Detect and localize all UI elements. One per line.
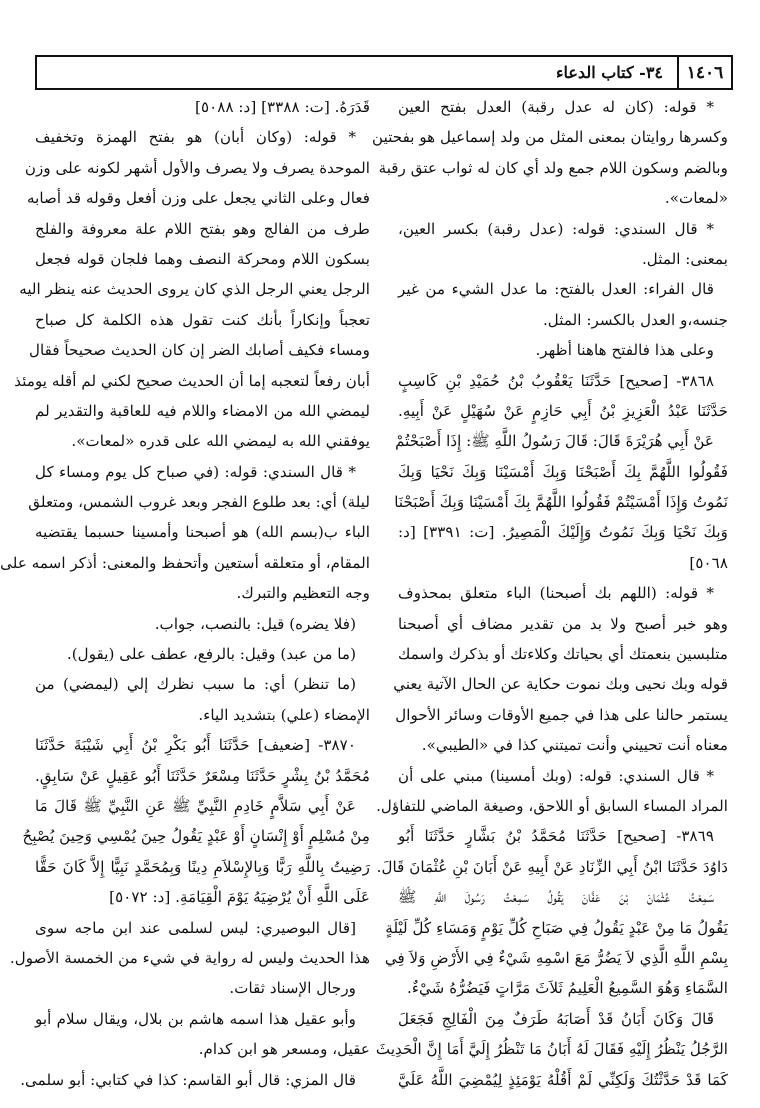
text-line: المقام، أو متعلقه أستعين وأتحفظ والمعنى: أذكر اسمه على xyxy=(0,553,370,572)
text-line: أبان رفعاً لتعجبه إما أن الحديث صحيح لكني لم أقله يومئذ xyxy=(14,371,370,390)
text-line: وهو خبر أصبح ولا بد من تقدير مضاف أي أصبحنا xyxy=(398,614,728,633)
text-line: مُحَمَّدُ بْنُ بِشْرٍ حَدَّثَنَا مِسْعَرٌ حَدَّثَنَا أَبُو عَقِيلٍ عَنْ سَابِقٍ. xyxy=(35,766,370,785)
text-line: تعجباً وإنكاراً بأنك كنت تقول هذه الكلمة كل صباح xyxy=(35,310,370,329)
right-column xyxy=(372,92,728,1095)
text-line: جنسه،و العدل بالكسر: المثل. xyxy=(542,310,728,329)
text-line: * قوله: (كان له عدل رقبة) العدل بفتح العين xyxy=(398,98,714,116)
text-line: حَدَّثَنَا عَبْدُ الْعَزِيزِ بْنُ أَبِي حَازِمٍ عَنْ سُهَيْلٍ عَنْ أَبِيهِ. xyxy=(398,401,728,420)
text-line: يستمر حالنا على هذا في جميع الأوقات وسائر الأحوال xyxy=(395,705,728,724)
text-line: قوله وبك نحيى وبك نموت حكاية عن الحال الآتية يعني xyxy=(393,675,728,694)
text-line: قال الفراء: العدل بالفتح: ما عدل الشيء من غير xyxy=(398,280,714,299)
text-line: * قال السندي: قوله: (في صباح كل يوم ومساء كل xyxy=(35,462,356,481)
text-line: متلبسين بنعمتك أي بحياتك وكلاءتك أو بذكرك واسمك xyxy=(397,645,728,664)
page-number: ١٤٠٦ xyxy=(677,57,731,88)
text-line: «لمعات». xyxy=(664,189,728,208)
text-line: الباء ب(بسم الله) هو أصبحنا وأمسينا حسبما يقتضيه xyxy=(35,523,370,542)
text-line: ليمضي الله من الامضاء واللام فيه للعاقبة والتقدير لم xyxy=(35,401,370,420)
text-line: المراد المساء السابق أو اللاحق، وصيغة الماضي للتفاؤل. xyxy=(376,796,728,815)
text-line: فَقُولُوا اللَّهُمَّ بِكَ أَصْبَحْنَا وَبِكَ أَمْسَيْنَا وَبِكَ نَحْيَا وَبِكَ xyxy=(398,462,728,481)
text-line: كَمَا قَدْ حَدَّثْتُكَ وَلَكِنِّي لَمْ أَقُلْهُ يَوْمَئِذٍ لِيُمْضِيَ اللَّهُ عَلَيَّ xyxy=(398,1070,728,1089)
text-line: (ما تنظر) أي: ما سبب نظرك إلي (ليمضي) من xyxy=(35,675,356,694)
text-line: الرجل يعني الرجل الذي كان يروى الحديث عنه ينظر اليه xyxy=(19,280,370,299)
text-line: ٣٨٦٨- [صحيح] حَدَّثَنَا يَعْقُوبُ بْنُ حُمَيْدِ بْنِ كَاسِبٍ xyxy=(398,371,714,390)
text-line: * قوله: (اللهم بك أصبحنا) الباء متعلق بمحذوف xyxy=(398,584,714,603)
text-line: طرف من الفالج وهو بفتح اللام علة معروفة والفلج xyxy=(35,219,370,238)
text-line: بِسْمِ اللَّهِ الَّذِي لاَ يَضُرُّ مَعَ اسْمِهِ شَيْءٌ فِي الأَرْضِ وَلاَ فِي xyxy=(384,948,728,967)
text-line: هذا الحديث وليس له رواية في شيء من الخمسة الأصول. xyxy=(9,948,370,967)
text-line: وجه التعظيم والتبرك. xyxy=(236,584,370,603)
text-line: الرَّجُلُ يَنْظُرُ إِلَيْهِ فَقَالَ لَهُ أَبَانُ مَا تَنْظُرُ إِلَيَّ أَمَا إِنَّ الْحَدِيثَ xyxy=(375,1040,728,1059)
page-header xyxy=(35,55,733,90)
text-line: وعلى هذا فالفتح هاهنا أظهر. xyxy=(535,341,714,360)
text-line: يوفقني الله به ليمضي الله على قدره «لمعات». xyxy=(71,432,370,451)
text-line: (فلا يضره) قيل: بالنصب، جواب. xyxy=(154,614,356,633)
text-line: وبالضم وسكون اللام جمع ولد أي كان له ثواب عتق رقبة xyxy=(378,158,728,177)
text-line: وأبو عقيل هذا اسمه هاشم بن بلال، ويقال سلام أبو xyxy=(35,1009,356,1028)
text-line: ٣٨٧٠- [ضعيف] حَدَّثَنَا أَبُو بَكْرِ بْنُ أَبِي شَيْبَةَ حَدَّثَنَا xyxy=(35,736,356,755)
text-line: * قوله: (وكان أبان) هو بفتح الهمزة وتخفيف xyxy=(35,128,356,147)
text-line: عَنْ أَبِي هُرَيْرَةَ قَالَ: قَالَ رَسُولُ اللَّهِ ﷺ: إِذَا أَصْبَحْتُمْ xyxy=(395,432,714,451)
text-line: عَنْ أَبِي سَلاَّمٍ خَادِمِ النَّبِيِّ ﷺ عَنِ النَّبِيِّ ﷺ قَالَ مَا xyxy=(35,796,356,815)
left-column xyxy=(0,92,370,1095)
text-line: الإمضاء (علي) بتشديد الياء. xyxy=(198,705,370,724)
text-line: السَّمَاءِ وَهُوَ السَّمِيعُ الْعَلِيمُ ثَلاَثَ مَرَّاتٍ فَيَضُرُّهُ شَيْءٌ. xyxy=(407,979,728,998)
text-line: نَمُوتُ وَإِذَا أَمْسَيْتُمْ فَقُولُوا اللَّهُمَّ بِكَ أَمْسَيْنَا وَبِكَ أَصْبَحْنَا xyxy=(394,493,728,512)
chapter-title: ٣٤- كتاب الدعاء xyxy=(555,63,663,82)
text-line: فعال وعلى الثاني يجعل على وزن أفعل وقوله قد أصابه xyxy=(26,189,370,208)
text-line: مِنْ مُسْلِمٍ أَوْ إِنْسَانٍ أَوْ عَبْدٍ يَقُولُ حِينَ يُمْسِي وَحِينَ يُصْبِحُ xyxy=(22,827,370,846)
text-line: قَدَرَهُ. [ت: ٣٣٨٨] [د: ٥٠٨٨] xyxy=(195,98,370,116)
text-line: وكسرها روايتان بمعنى المثل من ولد إسماعيل هو بفحتين xyxy=(372,128,728,147)
text-line: وَبِكَ نَحْيَا وَبِكَ نَمُوتُ وَإِلَيْكَ الْمَصِيرُ. [ت: ٣٣٩١] [د: xyxy=(398,523,728,542)
text-line: * قال السندي: قوله: (وبك أمسينا) مبني على أن xyxy=(398,766,714,785)
text-line: معناه أنت تحييني وأنت تميتني كذا في «الطيبي». xyxy=(421,736,728,755)
text-line: ٣٨٦٩- [صحيح] حَدَّثَنَا مُحَمَّدُ بْنُ بَشَّارٍ حَدَّثَنَا أَبُو xyxy=(398,827,714,846)
text-line: دَاوُدَ حَدَّثَنَا ابْنُ أَبِي الزِّنَادِ عَنْ أَبِيهِ عَنْ أَبَانَ بْنِ عُثْمَانَ قَالَ. xyxy=(376,857,728,876)
text-line: ليلة) أي: بعد طلوع الفجر وبعد غروب الشمس، ومتعلق xyxy=(28,493,370,512)
text-line: [قال البوصيري: ليس لسلمى عند ابن ماجه سوى xyxy=(35,918,356,937)
text-line: ومساء فكيف أصابك الضر إن كان الحديث صحيحاً فقال xyxy=(29,341,370,360)
text-line: ٥٠٦٨] xyxy=(689,553,728,572)
text-line: رَضِيتُ بِاللَّهِ رَبًّا وَبِالإِسْلاَمِ دِينًا وَبِمُحَمَّدٍ نَبِيًّا إِلاَّ كَانَ حَقًّا xyxy=(35,857,370,876)
text-line: * قال السندي: قوله: (عدل رقبة) بكسر العين، xyxy=(398,219,714,238)
text-line: بمعنى: المثل. xyxy=(641,249,728,268)
text-line: قَالَ وَكَانَ أَبَانُ قَدْ أَصَابَهُ طَرَفٌ مِنَ الْفَالِجِ فَجَعَلَ xyxy=(398,1009,714,1028)
text-line: قال المزي: قال أبو القاسم: كذا في كتابي: أبو سلمى. xyxy=(20,1070,356,1089)
text-line: بسكون اللام ومحركة النصف وهما فلجان قوله فجعل xyxy=(35,249,370,268)
text-line: سَمِعْتُ عُثْمَانَ بْنَ عَفَّانَ يَقُولُ سَمِعْتُ رَسُولَ اللَّهِ ﷺ xyxy=(398,888,714,907)
text-line: (ما من عبد) وقيل: بالرفع، عطف على (يقول). xyxy=(66,645,356,664)
text-line: يَقُولُ مَا مِنْ عَبْدٍ يَقُولُ فِي صَبَاحِ كُلِّ يَوْمٍ وَمَسَاءِ كُلِّ لَيْلَةٍ xyxy=(385,918,728,937)
text-line: الموحدة يصرف ولا يصرف والأول أشهر لكونه على وزن xyxy=(24,158,370,177)
text-line: عَلَى اللَّهِ أَنْ يُرْضِيَهُ يَوْمَ الْقِيَامَةِ. [د: ٥٠٧٢] xyxy=(109,888,370,907)
text-line: عقيل، ومسعر هو ابن كدام. xyxy=(198,1040,370,1059)
text-line: ورجال الإسناد ثقات. xyxy=(229,979,356,998)
